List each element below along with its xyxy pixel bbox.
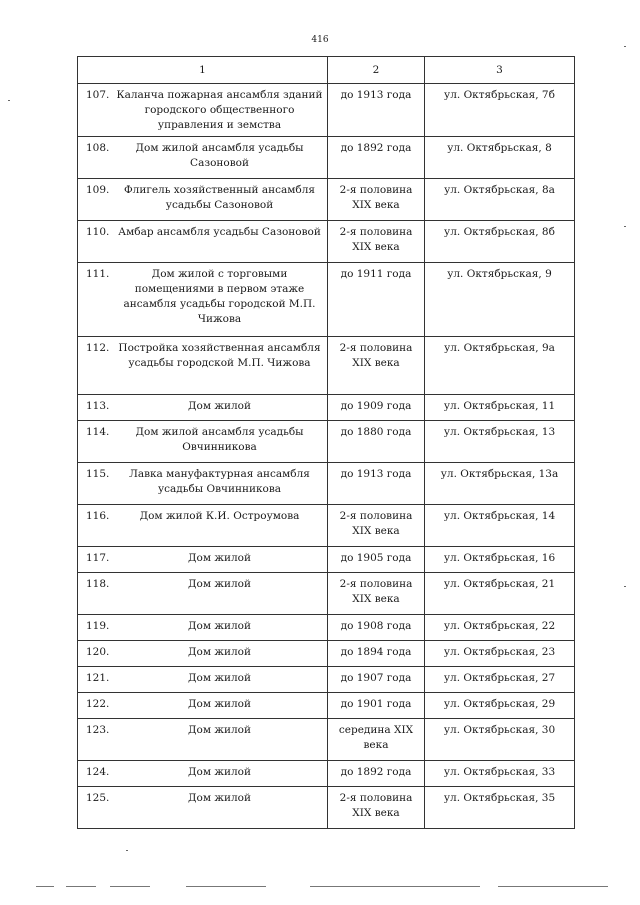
construction-date: до 1911 года bbox=[340, 268, 412, 280]
object-name: Дом жилой bbox=[187, 792, 251, 804]
row-number: 108. bbox=[86, 142, 110, 154]
scan-artifacts bbox=[0, 886, 640, 890]
column-header-2: 2 bbox=[328, 57, 425, 84]
row-number: 121. bbox=[86, 672, 110, 684]
construction-date: до 1901 года bbox=[340, 698, 412, 710]
table-row bbox=[78, 547, 575, 573]
row-number: 123. bbox=[86, 724, 110, 736]
construction-date: до 1880 года bbox=[340, 426, 412, 438]
column-header-1: 1 bbox=[78, 57, 328, 84]
row-number: 113. bbox=[86, 400, 110, 412]
table-row bbox=[78, 787, 575, 829]
table-row bbox=[78, 137, 575, 179]
object-name: Флигель хозяйственный ансамбля усадьбы Сазоновой bbox=[123, 184, 316, 211]
object-address: ул. Октябрьская, 35 bbox=[443, 792, 556, 804]
scan-speck bbox=[8, 100, 10, 101]
row-number: 122. bbox=[86, 698, 110, 710]
object-address: ул. Октябрьская, 9а bbox=[444, 342, 555, 354]
construction-date: 2-я половина XIX века bbox=[339, 184, 413, 211]
construction-date: 2-я половина XIX века bbox=[339, 342, 413, 369]
table-row bbox=[78, 505, 575, 547]
object-name: Каланча пожарная ансамбля зданий городского общественного управления и земства bbox=[116, 89, 323, 131]
object-name: Дом жилой bbox=[187, 400, 251, 412]
object-name: Дом жилой bbox=[187, 672, 251, 684]
construction-date: до 1909 года bbox=[340, 400, 412, 412]
construction-date: середина XIX века bbox=[338, 724, 414, 751]
row-number: 117. bbox=[86, 552, 110, 564]
construction-date: до 1913 года bbox=[340, 89, 412, 101]
table-row bbox=[78, 693, 575, 719]
construction-date: 2-я половина XIX века bbox=[339, 792, 413, 819]
row-number: 119. bbox=[86, 620, 110, 632]
construction-date: до 1913 года bbox=[340, 468, 412, 480]
construction-date: 2-я половина XIX века bbox=[339, 578, 413, 605]
object-name: Дом жилой bbox=[187, 552, 251, 564]
object-name: Дом жилой с торговыми помещениями в первом этаже ансамбля усадьбы городской М.П. Чижова bbox=[123, 268, 316, 325]
scan-speck bbox=[126, 850, 128, 851]
row-number: 107. bbox=[86, 89, 110, 101]
row-number: 110. bbox=[86, 226, 110, 238]
object-address: ул. Октябрьская, 16 bbox=[443, 552, 556, 564]
scan-speck bbox=[624, 226, 626, 227]
object-name: Дом жилой К.И. Остроумова bbox=[139, 510, 300, 522]
table-row bbox=[78, 179, 575, 221]
object-address: ул. Октябрьская, 13 bbox=[443, 426, 556, 438]
object-address: ул. Октябрьская, 23 bbox=[443, 646, 556, 658]
table-row bbox=[78, 463, 575, 505]
table-row bbox=[78, 761, 575, 787]
object-name: Дом жилой bbox=[187, 698, 251, 710]
table-row bbox=[78, 263, 575, 337]
row-number: 109. bbox=[86, 184, 110, 196]
construction-date: до 1907 года bbox=[340, 672, 412, 684]
construction-date: 2-я половина XIX века bbox=[339, 226, 413, 253]
object-address: ул. Октябрьская, 21 bbox=[443, 578, 556, 590]
object-address: ул. Октябрьская, 22 bbox=[443, 620, 556, 632]
object-name: Дом жилой ансамбля усадьбы Сазоновой bbox=[135, 142, 304, 169]
column-header-3: 3 bbox=[425, 57, 575, 84]
table-row bbox=[78, 641, 575, 667]
table-row bbox=[78, 615, 575, 641]
object-address: ул. Октябрьская, 8а bbox=[444, 184, 555, 196]
page-number: 416 bbox=[311, 35, 329, 45]
object-address: ул. Октябрьская, 14 bbox=[443, 510, 556, 522]
row-number: 114. bbox=[86, 426, 110, 438]
table-row bbox=[78, 84, 575, 137]
construction-date: до 1908 года bbox=[340, 620, 412, 632]
object-name: Лавка мануфактурная ансамбля усадьбы Овчинникова bbox=[129, 468, 310, 495]
object-name: Дом жилой bbox=[187, 646, 251, 658]
table-row bbox=[78, 221, 575, 263]
construction-date: до 1892 года bbox=[340, 142, 412, 154]
object-address: ул. Октябрьская, 8 bbox=[447, 142, 552, 154]
row-number: 120. bbox=[86, 646, 110, 658]
object-address: ул. Октябрьская, 29 bbox=[443, 698, 556, 710]
table-header-row bbox=[78, 57, 575, 84]
object-address: ул. Октябрьская, 7б bbox=[444, 89, 555, 101]
row-number: 118. bbox=[86, 578, 110, 590]
heritage-objects-table bbox=[77, 56, 575, 829]
scan-speck bbox=[624, 586, 626, 587]
object-name: Дом жилой bbox=[187, 578, 251, 590]
row-number: 115. bbox=[86, 468, 110, 480]
table-row bbox=[78, 719, 575, 761]
object-address: ул. Октябрьская, 27 bbox=[443, 672, 556, 684]
row-number: 116. bbox=[86, 510, 110, 522]
object-address: ул. Октябрьская, 11 bbox=[443, 400, 556, 412]
scan-speck bbox=[624, 46, 626, 47]
construction-date: до 1894 года bbox=[340, 646, 412, 658]
table-row bbox=[78, 337, 575, 395]
object-name: Дом жилой bbox=[187, 766, 251, 778]
object-name: Амбар ансамбля усадьбы Сазоновой bbox=[118, 226, 321, 238]
object-address: ул. Октябрьская, 13а bbox=[440, 468, 559, 480]
construction-date: до 1892 года bbox=[340, 766, 412, 778]
row-number: 125. bbox=[86, 792, 110, 804]
object-name: Дом жилой bbox=[187, 724, 251, 736]
construction-date: до 1905 года bbox=[340, 552, 412, 564]
object-address: ул. Октябрьская, 33 bbox=[443, 766, 556, 778]
table-row bbox=[78, 395, 575, 421]
construction-date: 2-я половина XIX века bbox=[339, 510, 413, 537]
object-address: ул. Октябрьская, 9 bbox=[447, 268, 552, 280]
object-address: ул. Октябрьская, 30 bbox=[443, 724, 556, 736]
object-address: ул. Октябрьская, 8б bbox=[444, 226, 555, 238]
row-number: 112. bbox=[86, 342, 110, 354]
object-name: Постройка хозяйственная ансамбля усадьбы городской М.П. Чижова bbox=[118, 342, 321, 369]
object-name: Дом жилой bbox=[187, 620, 251, 632]
object-name: Дом жилой ансамбля усадьбы Овчинникова bbox=[135, 426, 304, 453]
table-row bbox=[78, 421, 575, 463]
row-number: 111. bbox=[86, 268, 110, 280]
table-row bbox=[78, 573, 575, 615]
table-row bbox=[78, 667, 575, 693]
row-number: 124. bbox=[86, 766, 110, 778]
